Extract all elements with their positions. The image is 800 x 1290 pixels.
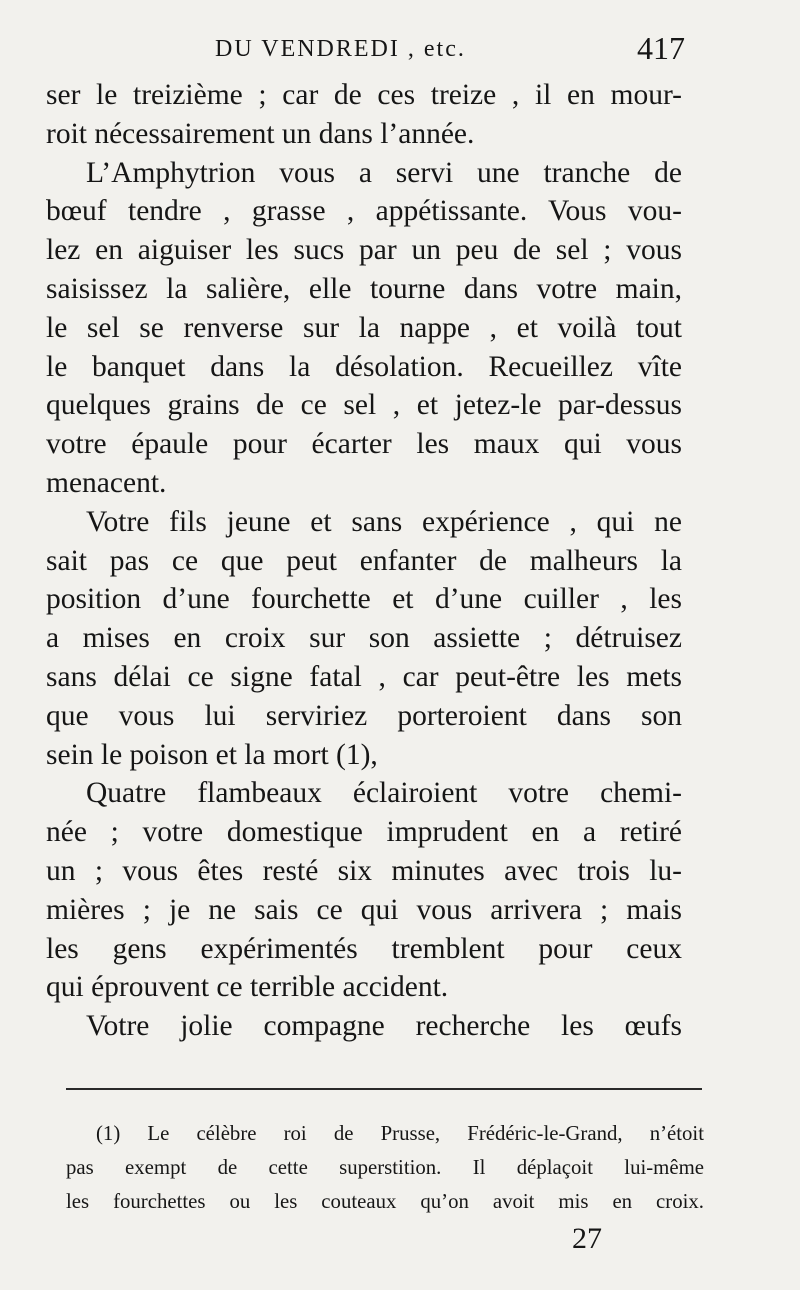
text-line: saisissez la salière, elle tourne dans votre main, [46,272,682,305]
text-line: sait pas ce que peut enfanter de malheurs la [46,544,682,577]
text-line: ser le treizième ; car de ces treize , il en mour- [46,79,682,111]
footnote-line: pas exempt de cette superstition. Il déplaçoit lui-même [66,1156,704,1179]
footnote-line: les fourchettes ou les couteaux qu’on avoit mis en croix. [66,1190,704,1213]
running-title: DU VENDREDI , etc. [215,36,466,62]
text-line: position d’une fourchette et d’une cuiller , les [46,583,682,616]
footnote-line: (1) Le célèbre roi de Prusse, Frédéric-le-Grand, n’étoit [96,1122,704,1145]
text-line: née ; votre domestique imprudent en a retiré [46,816,682,849]
page-number: 417 [637,30,685,66]
text-line: roit nécessairement un dans l’année. [46,117,475,150]
text-line: que vous lui serviriez porteroient dans son [46,699,682,732]
main-text [46,76,682,1046]
text-line: L’Amphytrion vous a servi une tranche de [86,156,682,189]
text-line: les gens expérimentés tremblent pour ceux [46,932,682,965]
text-line: Votre fils jeune et sans expérience , qui ne [86,505,682,538]
text-line: votre épaule pour écarter les maux qui vous [46,428,682,461]
text-line: qui éprouvent ce terrible accident. [46,971,449,1004]
text-line: un ; vous êtes resté six minutes avec trois lu- [46,854,682,887]
text-line: mières ; je ne sais ce qui vous arrivera ; mais [46,893,682,926]
text-line: quelques grains de ce sel , et jetez-le par-dessus [46,389,682,422]
footnote [66,1117,704,1219]
text-line: menacent. [46,466,167,499]
text-line: lez en aiguiser les sucs par un peu de sel ; vous [46,234,682,267]
text-line: bœuf tendre , grasse , appétissante. Vous vou- [46,195,682,228]
signature-mark: 27 [572,1222,602,1255]
text-line: sein le poison et la mort (1), [46,738,378,771]
text-line: le banquet dans la désolation. Recueillez vîte [46,350,682,383]
text-line: Quatre flambeaux éclairoient votre chemi- [86,777,682,810]
footnote-separator [66,1088,702,1090]
text-line: a mises en croix sur son assiette ; détruisez [46,622,682,655]
text-line: sans délai ce signe fatal , car peut-être les mets [46,660,682,693]
text-line: Votre jolie compagne recherche les œufs [86,1010,682,1043]
running-header [215,28,685,68]
text-line: le sel se renverse sur la nappe , et voilà tout [46,311,682,344]
